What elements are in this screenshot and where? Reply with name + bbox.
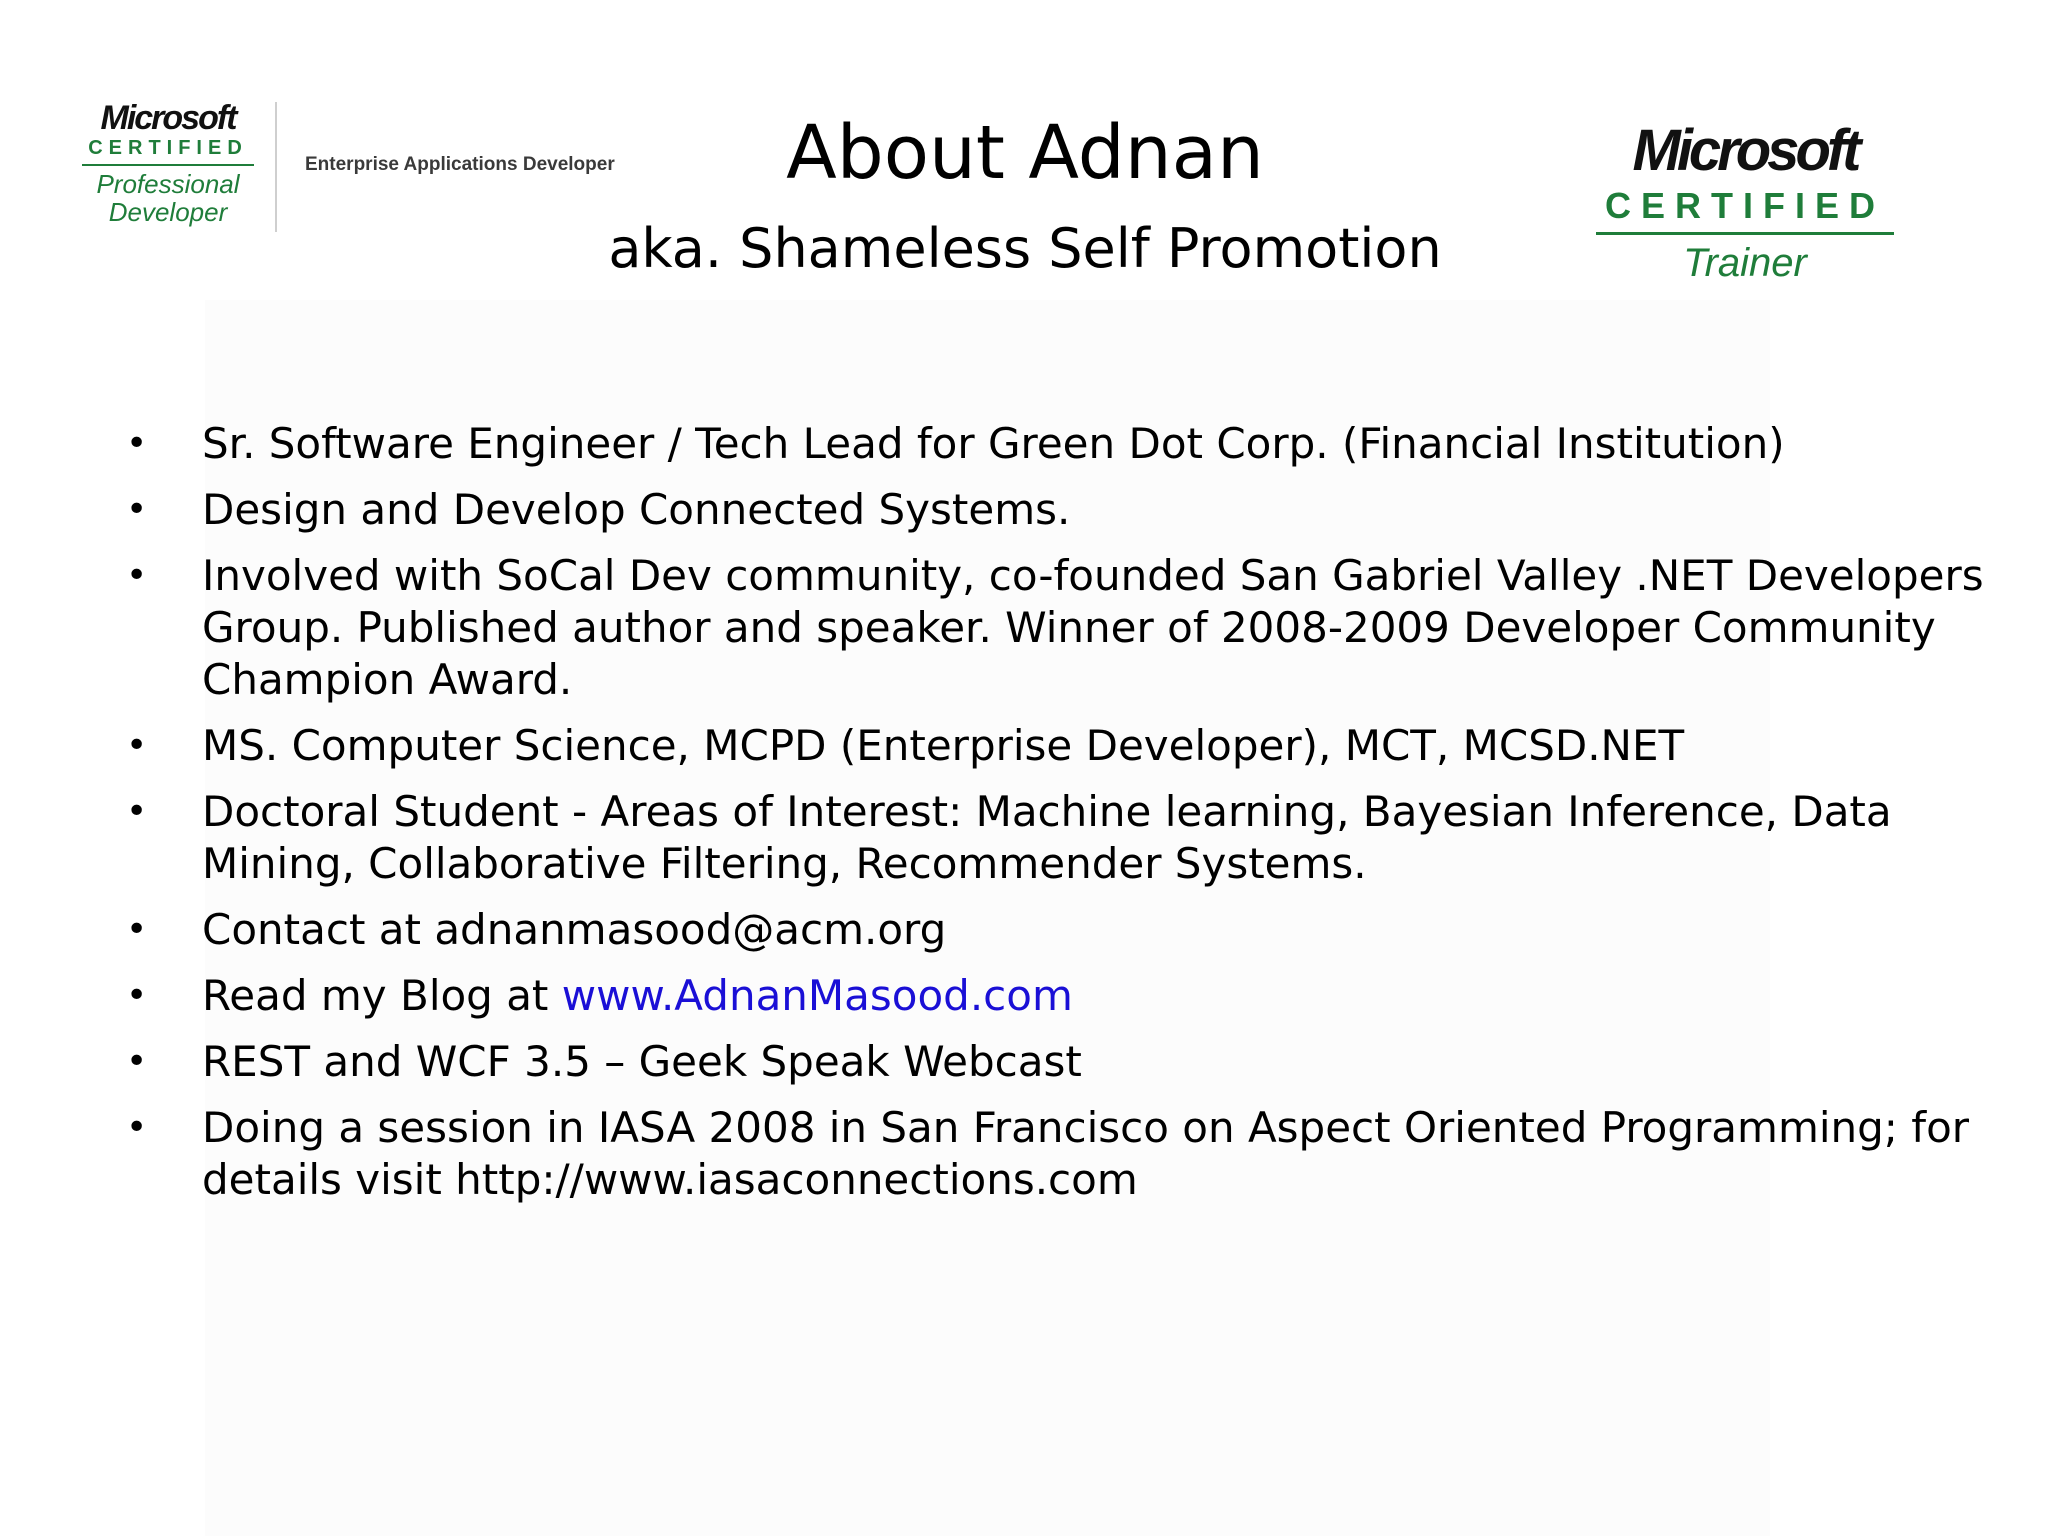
mcpd-badge (68, 100, 268, 226)
bullet-icon: • (126, 1107, 148, 1148)
bullet-icon: • (126, 725, 148, 766)
bullet-item (120, 720, 2000, 772)
bullet-icon: • (126, 423, 148, 464)
bullet-text-prefix: Read my Blog at (202, 971, 562, 1020)
bullet-text: REST and WCF 3.5 – Geek Speak Webcast (202, 1037, 1082, 1086)
mcpd-certified-text: CERTIFIED (88, 137, 248, 159)
mct-microsoft-wordmark: Microsoft (1632, 118, 1858, 183)
mcpd-line2: Developer (108, 197, 228, 227)
bullet-item (120, 484, 2000, 536)
bullet-text: Design and Develop Connected Systems. (202, 485, 1071, 534)
bullet-item (120, 550, 2000, 706)
slide-title: About Adnan (786, 110, 1264, 196)
bullet-item (120, 786, 2000, 890)
bullet-text: Contact at adnanmasood@acm.org (202, 905, 947, 954)
bullet-icon: • (126, 1041, 148, 1082)
mcpd-rule (82, 164, 254, 166)
mcpd-line1: Professional (96, 169, 240, 199)
mcpd-divider (275, 102, 277, 232)
mcpd-track: Enterprise Applications Developer (305, 154, 615, 175)
bullet-item (120, 970, 2000, 1022)
bullet-text: Sr. Software Engineer / Tech Lead for Green Dot Corp. (Financial Institution) (202, 419, 1785, 468)
mct-certified-text: CERTIFIED (1604, 185, 1885, 226)
bullet-icon: • (126, 489, 148, 530)
mct-logo (1590, 120, 1900, 285)
blog-link[interactable]: www.AdnanMasood.com (561, 971, 1073, 1020)
bullet-text: MS. Computer Science, MCPD (Enterprise Developer), MCT, MCSD.NET (202, 721, 1685, 770)
bullet-item (120, 904, 2000, 956)
bullet-icon: • (126, 791, 148, 832)
bullet-icon: • (126, 975, 148, 1016)
mct-rule (1596, 232, 1894, 235)
bullet-icon: • (126, 555, 148, 596)
bullet-item (120, 418, 2000, 470)
bullet-item (120, 1102, 2000, 1206)
slide-subtitle: aka. Shameless Self Promotion (608, 217, 1442, 280)
bullet-item (120, 1036, 2000, 1088)
bullet-text: Involved with SoCal Dev community, co-founded San Gabriel Valley .NET Developers Group. Published author and speaker. Winner of 2008-2009 Developer Community Champion Award. (202, 551, 1984, 704)
bullet-text: Doing a session in IASA 2008 in San Francisco on Aspect Oriented Programming; for details visit http://www.iasaconnections.com (202, 1103, 1970, 1204)
bullet-text: Doctoral Student - Areas of Interest: Machine learning, Bayesian Inference, Data Mining, Collaborative Filtering, Recommender Systems. (202, 787, 1892, 888)
bullet-icon: • (126, 909, 148, 950)
bullet-list (120, 418, 2000, 1220)
mct-role: Trainer (1683, 241, 1807, 285)
mcpd-microsoft-wordmark: Microsoft (100, 99, 236, 137)
